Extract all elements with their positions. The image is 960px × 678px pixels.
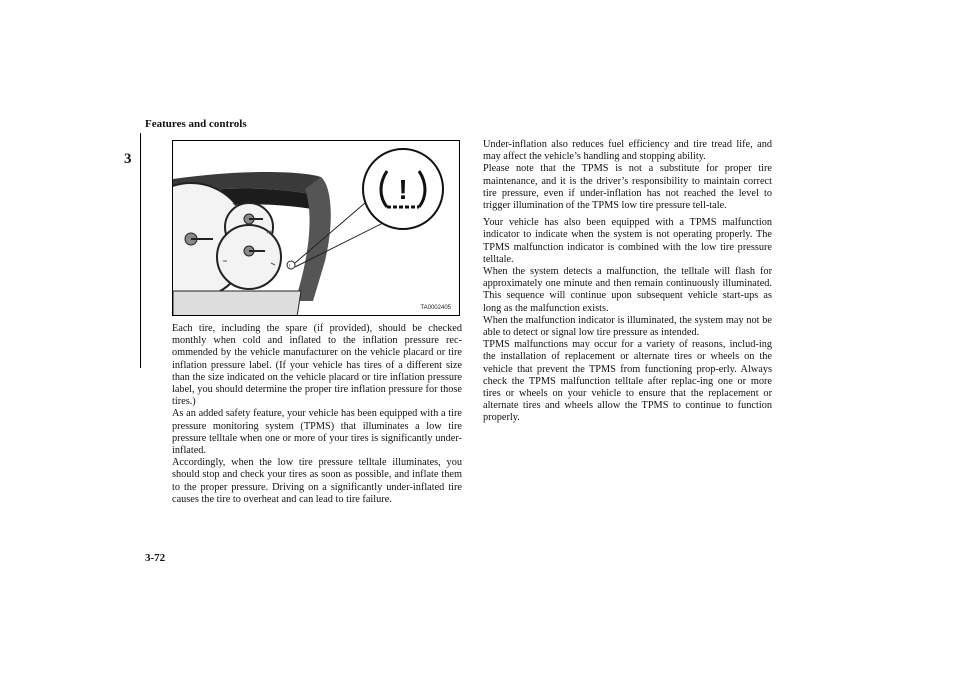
paragraph: Under-inflation also reduces fuel efficiency and tire tread life, and may affect the vehicle’s handling and stopping ability. — [483, 139, 772, 163]
paragraph: Accordingly, when the low tire pressure telltale illuminates, you should stop and check your tires as soon as possible, and inflate them to the proper pressure. Driving on a significantly under-inflated tire causes the tire to overheat and can lead to tire failure. — [172, 457, 462, 505]
paragraph: When the system detects a malfunction, the telltale will flash for approximately one minute and then remain continuously illuminated. This sequence will continue upon subsequent vehicle start-ups as long as the malfunction exists. — [483, 266, 772, 314]
paragraph: TPMS malfunctions may occur for a variety of reasons, includ-ing the installation of replacement or alternate tires or wheels on the vehicle that prevent the TPMS from functioning prop-erly. Always check the TPMS malfunction telltale after replac-ing one or more tires or wheels on your vehicle to ensure that the replacement or alternate tires and wheels allow the TPMS to continue to function properly. — [483, 339, 772, 424]
paragraph: Your vehicle has also been equipped with a TPMS malfunction indicator to indicate when the system is not operating properly. The TPMS malfunction indicator is combined with the low tire pressure telltale. — [483, 217, 772, 265]
chapter-divider — [140, 133, 141, 368]
paragraph: Please note that the TPMS is not a substitute for proper tire maintenance, and it is the driver’s responsibility to maintain correct tire pressure, even if under-inflation has not reached the level to trigger illumination of the TPMS low tire pressure tell-tale. — [483, 163, 772, 212]
paragraph: As an added safety feature, your vehicle has been equipped with a tire pressure monitoring system (TPMS) that illuminates a low tire pressure telltale when one or more of your tires is significantly under-inflated. — [172, 408, 462, 457]
svg-text:!: ! — [289, 264, 291, 270]
callout-symbol: ! — [398, 174, 408, 205]
page-number: 3-72 — [145, 552, 166, 564]
chapter-number: 3 — [124, 151, 132, 167]
paragraph: When the malfunction indicator is illuminated, the system may not be able to detect or signal low tire pressure as intended. — [483, 314, 772, 339]
left-column — [172, 323, 462, 506]
right-column — [483, 139, 772, 425]
section-header: Features and controls — [145, 118, 247, 130]
paragraph: Each tire, including the spare (if provided), should be checked monthly when cold and inflated to the inflation pressure rec-ommended by the vehicle manufacturer on the vehicle placard or tire inflation pressure label. (If your vehicle has tires of a different size than the size indicated on the vehicle placard or tire inflation pressure label, you should determine the proper tire inflation pressure for those tires.) — [172, 323, 462, 408]
instrument-cluster-figure — [172, 140, 460, 316]
figure-code: TA0002405 — [420, 305, 451, 311]
instrument-cluster-illustration — [173, 141, 460, 316]
